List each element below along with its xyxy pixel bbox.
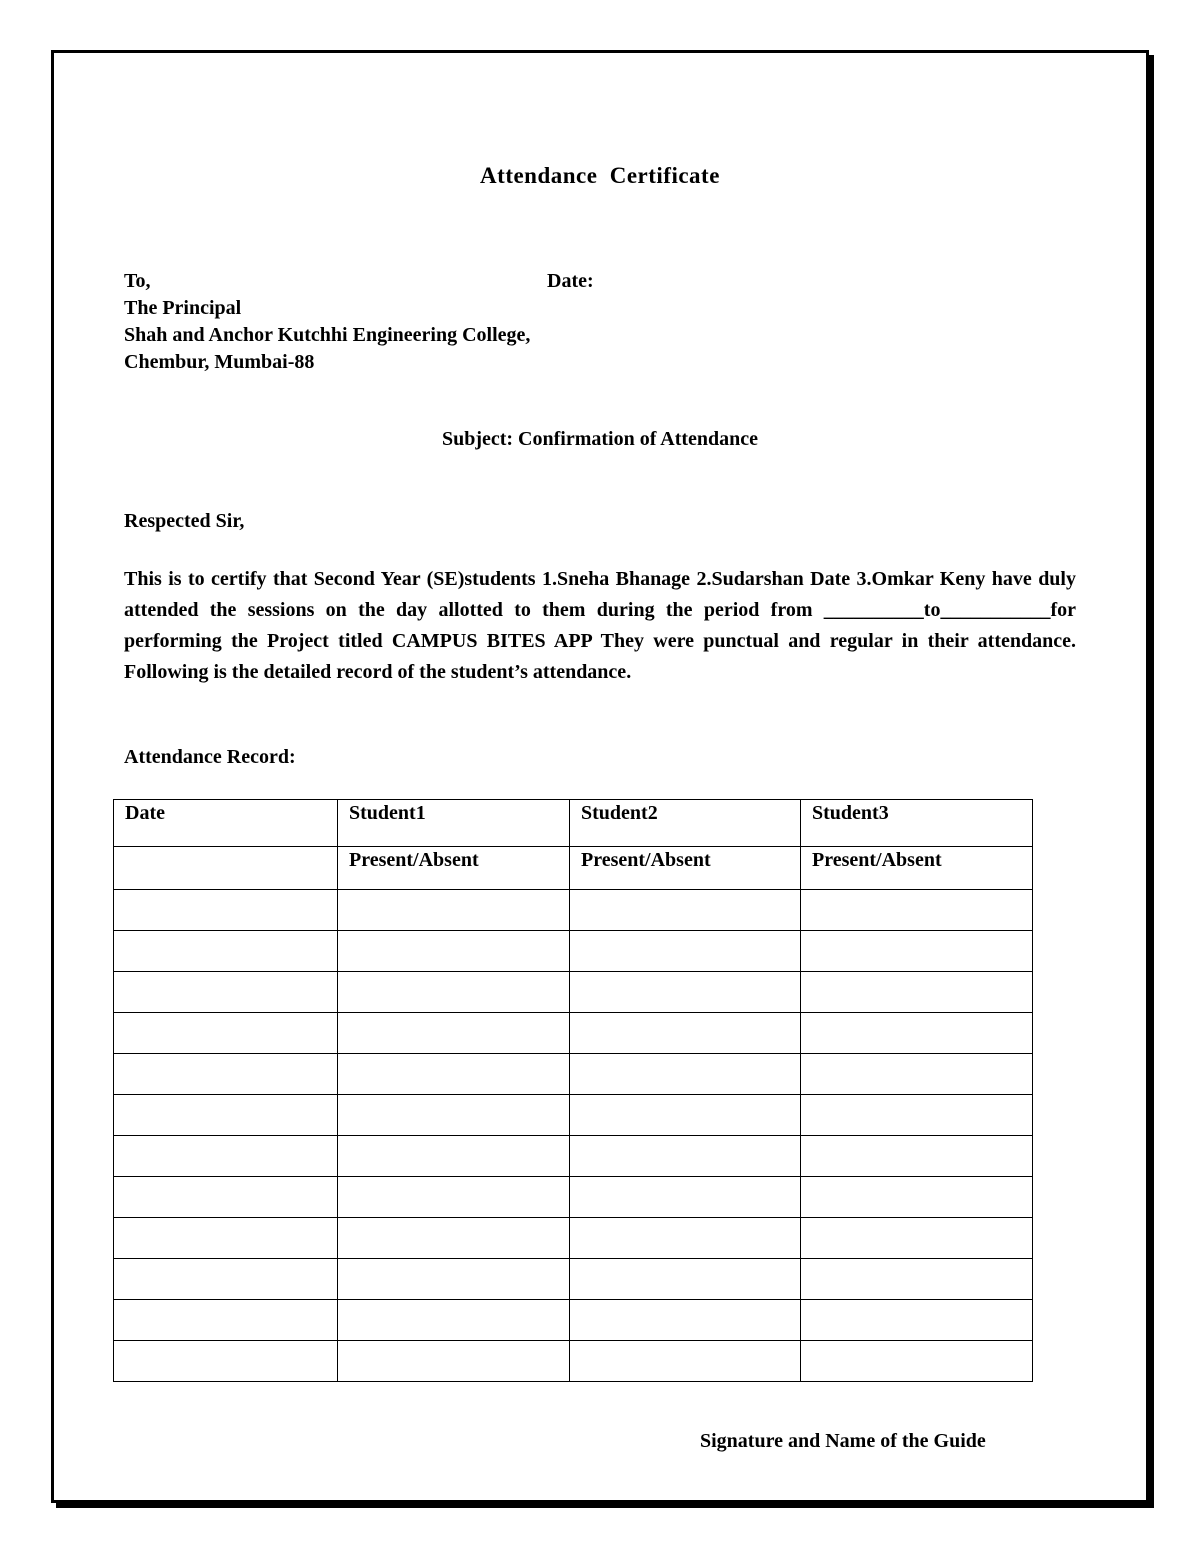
table-cell [801, 890, 1033, 931]
table-cell [570, 1300, 801, 1341]
table-cell [801, 1013, 1033, 1054]
header-student1: Student1 [338, 800, 570, 847]
table-cell [801, 972, 1033, 1013]
table-cell [338, 1054, 570, 1095]
header-date: Date [114, 800, 338, 847]
table-cell [338, 1300, 570, 1341]
table-cell [570, 1259, 801, 1300]
table-cell [570, 890, 801, 931]
table-cell [114, 890, 338, 931]
table-row [114, 972, 1033, 1013]
date-label: Date: [547, 270, 594, 292]
table-cell [801, 1300, 1033, 1341]
table-cell [570, 1054, 801, 1095]
subheader-student3: Present/Absent [801, 847, 1033, 890]
guide-signature-label: Signature and Name of the Guide [700, 1430, 986, 1452]
table-cell [114, 1300, 338, 1341]
header-student2: Student2 [570, 800, 801, 847]
table-cell [570, 1013, 801, 1054]
table-cell [114, 1136, 338, 1177]
table-cell [338, 1259, 570, 1300]
table-cell [570, 931, 801, 972]
table-cell [114, 1054, 338, 1095]
table-cell [114, 972, 338, 1013]
table-header-row [114, 800, 1033, 847]
table-cell [114, 1341, 338, 1382]
table-cell [801, 1095, 1033, 1136]
address-line-1: The Principal [124, 297, 242, 319]
address-line-2: Shah and Anchor Kutchhi Engineering College, [124, 324, 531, 346]
address-to: To, [124, 270, 151, 292]
table-cell [338, 1177, 570, 1218]
table-cell [114, 1218, 338, 1259]
table-row [114, 1259, 1033, 1300]
attendance-record-label: Attendance Record: [124, 746, 296, 768]
table-row [114, 931, 1033, 972]
table-cell [338, 972, 570, 1013]
table-row [114, 1136, 1033, 1177]
table-row [114, 1341, 1033, 1382]
table-cell [570, 1177, 801, 1218]
table-cell [801, 1259, 1033, 1300]
table-row [114, 890, 1033, 931]
table-row [114, 1013, 1033, 1054]
subheader-student1: Present/Absent [338, 847, 570, 890]
table-cell [338, 1341, 570, 1382]
table-cell [801, 1177, 1033, 1218]
table-row [114, 1054, 1033, 1095]
table-cell [801, 1341, 1033, 1382]
table-cell [338, 1095, 570, 1136]
table-cell [114, 1259, 338, 1300]
table-cell [801, 1136, 1033, 1177]
table-cell [570, 1341, 801, 1382]
table-cell [114, 931, 338, 972]
table-cell [338, 931, 570, 972]
table-subheader-row [114, 847, 1033, 890]
table-cell [114, 1095, 338, 1136]
attendance-table [113, 799, 1033, 1382]
table-cell [570, 1218, 801, 1259]
table-row [114, 1095, 1033, 1136]
table-cell [801, 931, 1033, 972]
table-row [114, 1300, 1033, 1341]
subheader-student2: Present/Absent [570, 847, 801, 890]
table-cell [570, 1095, 801, 1136]
table-cell [801, 1054, 1033, 1095]
document-title: Attendance Certificate [480, 163, 720, 188]
table-cell [338, 1136, 570, 1177]
header-student3: Student3 [801, 800, 1033, 847]
salutation: Respected Sir, [124, 510, 245, 532]
table-cell [338, 1013, 570, 1054]
subheader-date [114, 847, 338, 890]
table-row [114, 1177, 1033, 1218]
table-cell [338, 890, 570, 931]
recipient-address [124, 268, 530, 376]
table-cell [338, 1218, 570, 1259]
table-row [114, 1218, 1033, 1259]
certificate-body: This is to certify that Second Year (SE)students 1.Sneha Bhanage 2.Sudarshan Date 3.Omkar Keny have duly attended the sessions on the day allotted to them during the period from __________to___________for performing the Project titled CAMPUS BITES APP They were punctual and regular in their attendance. Following is the detailed record of the student’s attendance. [124, 568, 1076, 683]
table-cell [570, 972, 801, 1013]
subject-line: Subject: Confirmation of Attendance [441, 428, 759, 450]
table-cell [114, 1013, 338, 1054]
table-cell [801, 1218, 1033, 1259]
table-cell [114, 1177, 338, 1218]
address-line-3: Chembur, Mumbai-88 [124, 351, 315, 373]
table-cell [570, 1136, 801, 1177]
